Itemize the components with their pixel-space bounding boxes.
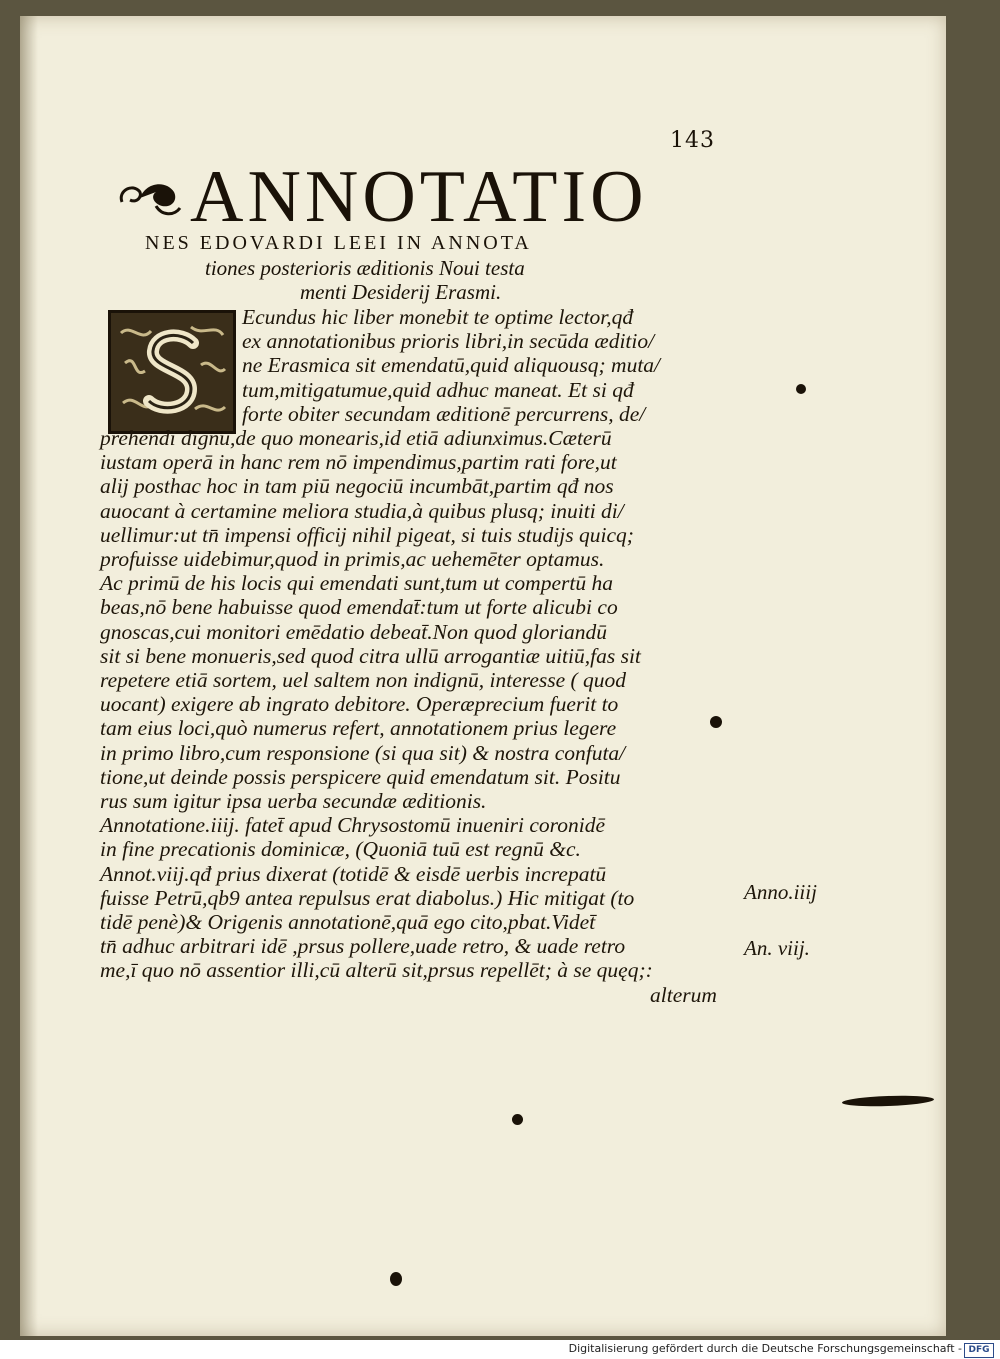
- text-line: in fine precationis dominicæ, (Quoniā tuū est regnū &c.: [100, 837, 581, 862]
- ink-spot: [512, 1114, 523, 1125]
- text-line: me,ī quo nō assentior illi,cū alterū sit,prsus repellēt; à se quęq;:: [100, 958, 653, 983]
- catchword: alterum: [650, 982, 717, 1007]
- text-line: repetere etiā sortem, uel saltem non indignū, interesse ( quod: [100, 668, 627, 692]
- text-line: tione,ut deinde possis perspicere quid emendatum sit. Positu: [100, 764, 621, 789]
- title-line-3: menti Desiderij Erasmi.: [300, 280, 502, 304]
- text-line: rus sum igitur ipsa uerba secundæ æditionis.: [100, 789, 487, 813]
- title-line-1: NES EDOVARDI LEEI IN ANNOTA: [145, 232, 532, 254]
- text-line: sit si bene monueris,sed quod citra ullū arrogantiæ uitiū,fas sit: [100, 643, 641, 668]
- text-line: ex annotationibus prioris libri,in secūda æditio/: [242, 329, 655, 354]
- text-line: in primo libro,cum responsione (si qua sit) & nostra confuta/: [100, 740, 626, 765]
- text-line: uellimur:ut tn̄ impensi officij nihil pigeat, si tuis studijs quicq;: [100, 522, 634, 547]
- text-line: Annot.viij.qđ prius dixerat (totidē & eisdē uerbis increpatū: [100, 861, 607, 886]
- ink-spot: [796, 384, 806, 394]
- margin-note-1: Anno.iiij: [744, 880, 817, 904]
- text-line: auocant à certamine meliora studia,à quibus plusq; inuiti di/: [100, 498, 624, 523]
- page-number: 143: [670, 128, 715, 153]
- text-line: beas,nō bene habuisse quod emendat̄:tum ut forte alicubi co: [100, 595, 618, 620]
- text-line: alij posthac hoc in tam piū negociū incumbāt,partim qđ nos: [100, 474, 614, 499]
- text-line: uocant) exigere ab ingrato debitore. Operæprecium fuerit to: [100, 692, 619, 717]
- text-line: Ac primū de his locis qui emendati sunt,tum ut compertū ha: [100, 571, 613, 596]
- text-line: profuisse uidebimur,quod in primis,ac uehemēter optamus.: [100, 547, 605, 571]
- ink-spot: [710, 716, 722, 728]
- footer-bar: [0, 1340, 1000, 1359]
- text-line: tidē penè)& Origenis annotationē,quā ego cito,pbat.Videt̄: [100, 910, 596, 934]
- title-large: ANNOTATIO: [190, 156, 648, 238]
- text-line: Annotatione.iiij. fatet̄ apud Chrysostomū inueniri coronidē: [100, 813, 606, 838]
- ink-spot: [390, 1272, 402, 1286]
- text-line: tn̄ adhuc arbitrari idē ,prsus pollere,uade retro, & uade retro: [100, 934, 626, 959]
- text-line: prehendi dignū,de quo monearis,id etiā adiunximus.Cæterū: [100, 426, 612, 450]
- text-line: forte obiter secundam æditionē percurrens, de/: [242, 401, 646, 426]
- dfg-logo: DFG: [964, 1343, 994, 1358]
- text-line: tam eius loci,quò numerus refert, annotationem prius legere: [100, 716, 617, 741]
- text-line: tum,mitigatumue,quid adhuc maneat. Et si qđ: [242, 377, 634, 402]
- text-line: fuisse Petrū,qb9 antea repulsus erat diabolus.) Hic mitigat (to: [100, 885, 635, 910]
- margin-note-2: An. viij.: [744, 936, 810, 960]
- initial-s-icon: [111, 313, 233, 431]
- text-line: iustam operā in hanc rem nō impendimus,partim rati fore,ut: [100, 450, 617, 475]
- title-line-2: tiones posterioris æditionis Noui testa: [205, 256, 525, 280]
- text-line: ne Erasmica sit emendatū,quid aliquousq; muta/: [242, 353, 661, 378]
- fleuron-ornament: [116, 172, 186, 220]
- text-line: Ecundus hic liber monebit te optime lector,qđ: [242, 305, 634, 329]
- text-line: gnoscas,cui monitori emēdatio debeat̄.Non quod gloriandū: [100, 619, 608, 644]
- decorated-initial-s: [108, 310, 236, 434]
- footer-text: Digitalisierung gefördert durch die Deutsche Forschungsgemeinschaft -: [568, 1342, 962, 1355]
